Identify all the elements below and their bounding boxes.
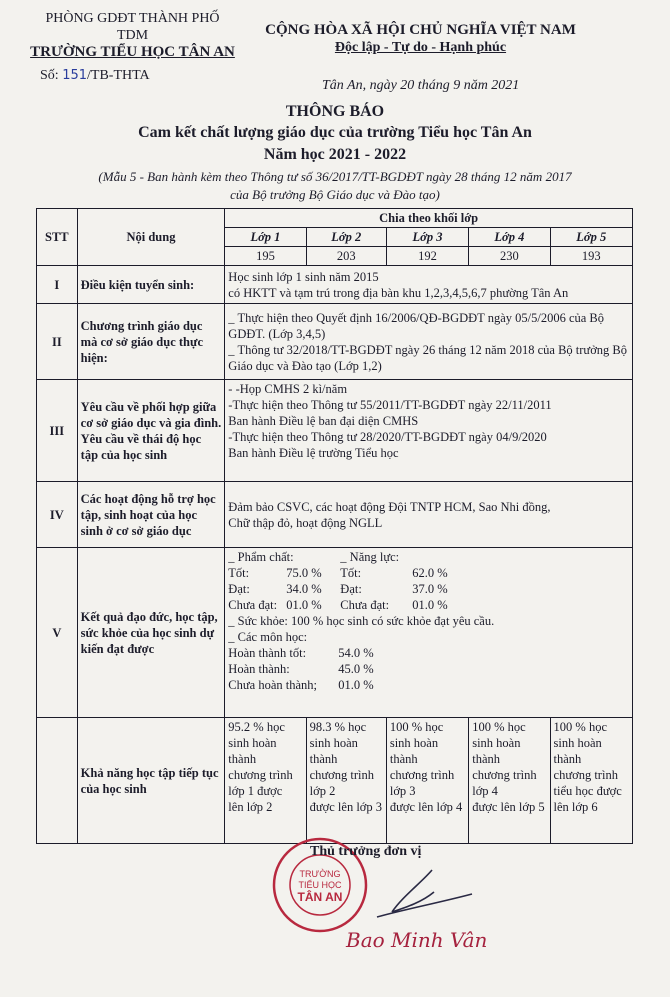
svg-text:TÂN AN: TÂN AN (297, 890, 343, 904)
svg-text:TIỂU HỌC: TIỂU HỌC (298, 880, 342, 890)
table-row: II Chương trình giáo dục mà cơ sở giáo dục thực hiện: _ Thực hiện theo Quyết định 16/2006/QĐ-BGDĐT ngày 05/5/2006 của Bộ GDĐT. (Lớp 3,4,5) _ Thông tư 32/2018/TT-BGDĐT ngày 26 tháng 12 năm 2018 của Bộ trưởng Bộ Giáo dục và Đào tạo (Lớp 1,2) (37, 304, 633, 380)
national-motto: Độc lập - Tự do - Hạnh phúc (334, 40, 507, 55)
handwritten-number: 151 (62, 68, 88, 83)
commitment-table (36, 208, 633, 844)
table-row: Khả năng học tập tiếp tục của học sinh 95.2 % học sinh hoàn thành chương trình lớp 1 được lên lớp 2 98.3 % học sinh hoàn thành chương trình lớp 2 được lên lớp 3 100 % học sinh hoàn thành chương trình lớp 3 được lên lớp 4 100 % học sinh hoàn thành chương trình lớp 4 được lên lớp 5 100 % học sinh hoàn thành chương trình tiểu học được lên lớp 6 (37, 718, 633, 844)
school-name: TRƯỜNG TIỂU HỌC TÂN AN (30, 44, 235, 60)
school-year: Năm học 2021 - 2022 (263, 146, 407, 163)
grade-2-label: Lớp 2 (306, 228, 386, 247)
header-stt: STT (37, 209, 78, 266)
issue-date: Tân An, ngày 20 tháng 9 năm 2021 (322, 78, 520, 93)
table-header-row (37, 209, 633, 228)
republic-name: CỘNG HÒA XÃ HỘI CHỦ NGHĨA VIỆT NAM (265, 22, 576, 38)
grade-5-count: 193 (550, 247, 632, 266)
grade-3-result: 100 % học sinh hoàn thành chương trình lớp 3 được lên lớp 4 (386, 718, 468, 844)
handwritten-signature (362, 862, 482, 932)
notice-subject: Cam kết chất lượng giáo dục của trường Tiểu học Tân An (138, 124, 532, 141)
agency-name: PHÒNG GDĐT THÀNH PHỐ TDM (45, 11, 220, 43)
table-row: III Yêu cầu về phối hợp giữa cơ sở giáo dục và gia đình. Yêu cầu về thái độ học tập của học sinh - -Họp CMHS 2 kì/năm -Thực hiện theo Thông tư 55/2011/TT-BGDĐT ngày 22/11/2011 Ban hành Điều lệ ban đại diện CMHS -Thực hiện theo Thông tư 28/2020/TT-BGDĐT ngày 04/9/2020 Ban hành Điều lệ trường Tiểu học (37, 380, 633, 482)
table-row: V Kết quả đạo đức, học tập, sức khỏe của học sinh dự kiến đạt được _ Phẩm chất: _ Năng lực: Tốt: 75.0 % Tốt: 62.0 % Đạt: 34.0 % Đạt: 37.0 % Chưa đạt: 01.0 % Chưa đạt: 01.0 % _ Sức khỏe: 100 % học sinh có sức khỏe đạt yêu cầu. _ Các môn học: Hoàn thành tốt: 54.0 % Hoàn thành: 45.0 % Chưa hoàn thành; 01.0 % (37, 548, 633, 718)
grade-3-label: Lớp 3 (386, 228, 468, 247)
notice-title: THÔNG BÁO (285, 103, 385, 120)
signer-role: Thủ trưởng đơn vị (310, 844, 422, 859)
header-content: Nội dung (77, 209, 225, 266)
grade-1-count: 195 (225, 247, 306, 266)
grade-2-count: 203 (306, 247, 386, 266)
grade-5-result: 100 % học sinh hoàn thành chương trình tiểu học được lên lớp 6 (550, 718, 632, 844)
table-row: I Điều kiện tuyển sinh: Học sinh lớp 1 sinh năm 2015 có HKTT và tạm trú trong địa bàn khu 1,2,3,4,5,6,7 phường Tân An (37, 266, 633, 304)
svg-text:TRƯỜNG: TRƯỜNG (299, 869, 341, 879)
grade-3-count: 192 (386, 247, 468, 266)
republic-block (248, 22, 593, 56)
table-row: IV Các hoạt động hỗ trợ học tập, sinh hoạt của học sinh ở cơ sở giáo dục Đảm bảo CSVC, các hoạt động Đội TNTP HCM, Sao Nhi đồng, Chữ thập đỏ, hoạt động NGLL (37, 482, 633, 548)
grade-5-label: Lớp 5 (550, 228, 632, 247)
grade-4-label: Lớp 4 (469, 228, 550, 247)
grade-4-count: 230 (469, 247, 550, 266)
grade-2-result: 98.3 % học sinh hoàn thành chương trình lớp 2 được lên lớp 3 (306, 718, 386, 844)
grade-1-result: 95.2 % học sinh hoàn thành chương trình lớp 1 được lên lớp 2 (225, 718, 306, 844)
signer-name: Bao Minh Vân (346, 928, 488, 952)
form-note: (Mẫu 5 - Ban hành kèm theo Thông tư số 36/2017/TT-BGDĐT ngày 28 tháng 12 năm 2017 của Bộ trưởng Bộ Giáo dục và Đào tạo) (98, 169, 572, 202)
header-grade-group: Chia theo khối lớp (225, 209, 633, 228)
grade-4-result: 100 % học sinh hoàn thành chương trình lớp 4 được lên lớp 5 (469, 718, 550, 844)
issuer-block (30, 10, 235, 61)
grade-1-label: Lớp 1 (225, 228, 306, 247)
document-number: Số: 151/TB-THTA (40, 68, 150, 83)
